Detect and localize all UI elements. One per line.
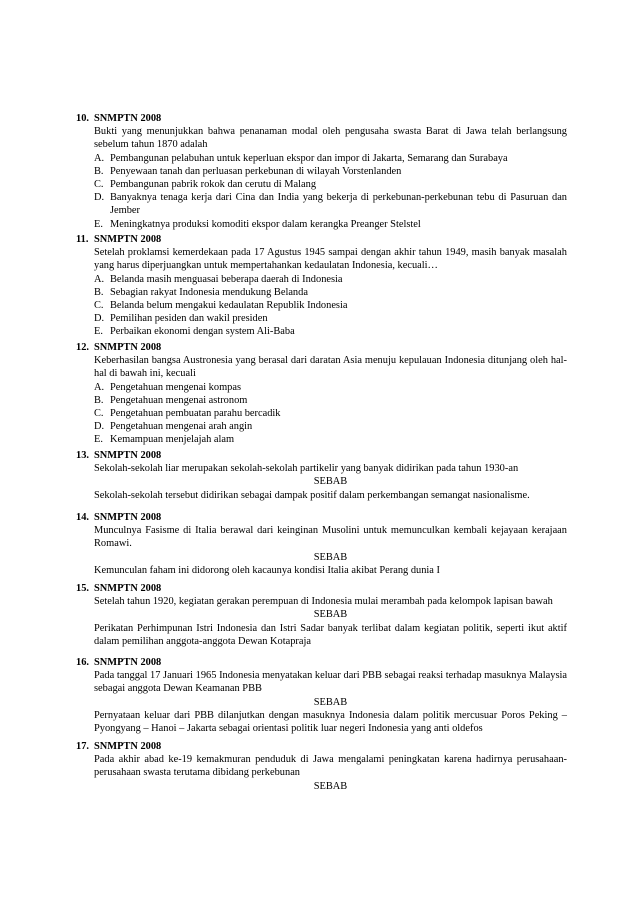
question-15 bbox=[76, 582, 567, 648]
question-number: 10. bbox=[76, 113, 89, 124]
question-source: SNMPTN 2008 bbox=[94, 657, 162, 668]
sebab-connector: SEBAB bbox=[313, 780, 348, 792]
statement-2: Sekolah-sekolah tersebut didirikan sebagai dampak positif dalam perkembangan semangat nasionalisme. bbox=[94, 489, 530, 501]
statement-1: Pada akhir abad ke-19 kemakmuran penduduk di Jawa mengalami peningkatan karena hadirnya perusahaan-perusahaan swasta terutama dibidang perkebunan bbox=[94, 754, 567, 779]
question-header bbox=[76, 449, 567, 462]
option-e: E. Kemampuan menjelajah alam bbox=[94, 434, 235, 446]
question-header bbox=[76, 112, 567, 125]
sebab-connector: SEBAB bbox=[313, 551, 348, 563]
question-10 bbox=[76, 112, 567, 231]
question-11 bbox=[76, 233, 567, 339]
question-source: SNMPTN 2008 bbox=[94, 583, 162, 594]
statement-1: Pada tanggal 17 Januari 1965 Indonesia menyatakan keluar dari PBB sebagai reaksi terhadap masuknya Malaysia sebagai anggota Dewan Keamanan PBB bbox=[94, 670, 567, 695]
question-number: 12. bbox=[76, 342, 89, 353]
option-d: D. Pemilihan pesiden dan wakil presiden bbox=[94, 313, 268, 325]
question-header bbox=[76, 233, 567, 246]
statement-2: Kemunculan faham ini didorong oleh kacaunya kondisi Italia akibat Perang dunia I bbox=[94, 564, 440, 576]
statement-1: Sekolah-sekolah liar merupakan sekolah-sekolah partikelir yang banyak didirikan pada tahun 1930-an bbox=[94, 463, 519, 475]
sebab-connector: SEBAB bbox=[313, 609, 348, 621]
option-d: D. Pengetahuan mengenai arah angin bbox=[94, 421, 253, 433]
option-a: A. Belanda masih menguasai beberapa daerah di Indonesia bbox=[94, 273, 343, 285]
option-c: C. Belanda belum mengakui kedaulatan Republik Indonesia bbox=[94, 300, 348, 312]
option-b: B. Sebagian rakyat Indonesia mendukung Belanda bbox=[94, 286, 308, 298]
statement-2: Perikatan Perhimpunan Istri Indonesia dan Istri Sadar banyak terlibat dalam kegiatan politik, seperti ikut aktif dalam pemilihan anggota-anggota Dewan Kotapraja bbox=[94, 622, 567, 647]
question-source: SNMPTN 2008 bbox=[94, 113, 162, 124]
question-stem: Bukti yang menunjukkan bahwa penanaman modal oleh pengusaha swasta Barat di Jawa telah berlangsung sebelum tahun 1870 adalah bbox=[94, 126, 567, 151]
question-header bbox=[76, 511, 567, 524]
option-e: E. Meningkatnya produksi komoditi ekspor dalam kerangka Preanger Stelstel bbox=[94, 218, 421, 230]
question-14 bbox=[76, 511, 567, 577]
question-number: 17. bbox=[76, 741, 89, 752]
option-a: A. Pembangunan pelabuhan untuk keperluan ekspor dan impor di Jakarta, Semarang dan Surabaya bbox=[94, 152, 508, 164]
question-header bbox=[76, 341, 567, 354]
question-16 bbox=[76, 656, 567, 735]
statement-1: Munculnya Fasisme di Italia berawal dari keinginan Musolini untuk memunculkan kembali kejayaan kerajaan Romawi. bbox=[94, 525, 567, 550]
option-b: B. Penyewaan tanah dan perluasan perkebunan di wilayah Vorstenlanden bbox=[94, 165, 402, 177]
question-header bbox=[76, 656, 567, 669]
option-e: E. Perbaikan ekonomi dengan system Ali-Baba bbox=[94, 326, 295, 338]
question-source: SNMPTN 2008 bbox=[94, 450, 162, 461]
option-d: D. Banyaknya tenaga kerja dari Cina dan India yang bekerja di perkebunan-perkebunan tebu di Pasuruan dan Jember bbox=[94, 192, 567, 217]
question-header bbox=[76, 740, 567, 753]
question-12 bbox=[76, 341, 567, 447]
question-source: SNMPTN 2008 bbox=[94, 741, 162, 752]
question-13 bbox=[76, 449, 567, 502]
option-a: A. Pengetahuan mengenai kompas bbox=[94, 381, 241, 393]
option-b: B. Pengetahuan mengenai astronom bbox=[94, 394, 248, 406]
question-number: 15. bbox=[76, 583, 89, 594]
sebab-connector: SEBAB bbox=[313, 476, 348, 488]
question-source: SNMPTN 2008 bbox=[94, 234, 162, 245]
option-c: C. Pengetahuan pembuatan parahu bercadik bbox=[94, 408, 281, 420]
statement-1: Setelah tahun 1920, kegiatan gerakan perempuan di Indonesia mulai merambah pada kelompok lapisan bawah bbox=[94, 596, 553, 608]
sebab-connector: SEBAB bbox=[313, 696, 348, 708]
statement-2: Pernyataan keluar dari PBB dilanjutkan dengan masuknya Indonesia dalam politik mercusuar Poros Peking – Pyongyang – Hanoi – Jakarta sebagai orientasi politik luar negeri Indonesia yang anti oldefos bbox=[94, 709, 567, 735]
option-c: C. Pembangunan pabrik rokok dan cerutu di Malang bbox=[94, 179, 317, 191]
question-header bbox=[76, 582, 567, 595]
question-number: 11. bbox=[76, 234, 89, 245]
question-17 bbox=[76, 740, 567, 793]
question-source: SNMPTN 2008 bbox=[94, 342, 162, 353]
question-number: 16. bbox=[76, 657, 89, 668]
question-number: 13. bbox=[76, 450, 89, 461]
question-stem: Keberhasilan bangsa Austronesia yang berasal dari daratan Asia menuju kepulauan Indonesia ditunjang oleh hal-hal di bawah ini, kecuali bbox=[94, 355, 567, 380]
question-source: SNMPTN 2008 bbox=[94, 512, 162, 523]
question-number: 14. bbox=[76, 512, 89, 523]
question-stem: Setelah proklamsi kemerdekaan pada 17 Agustus 1945 sampai dengan akhir tahun 1949, masih banyak masalah yang harus diperjuangkan untuk mempertahankan kedaulatan Indonesia, kecuali… bbox=[94, 247, 567, 272]
